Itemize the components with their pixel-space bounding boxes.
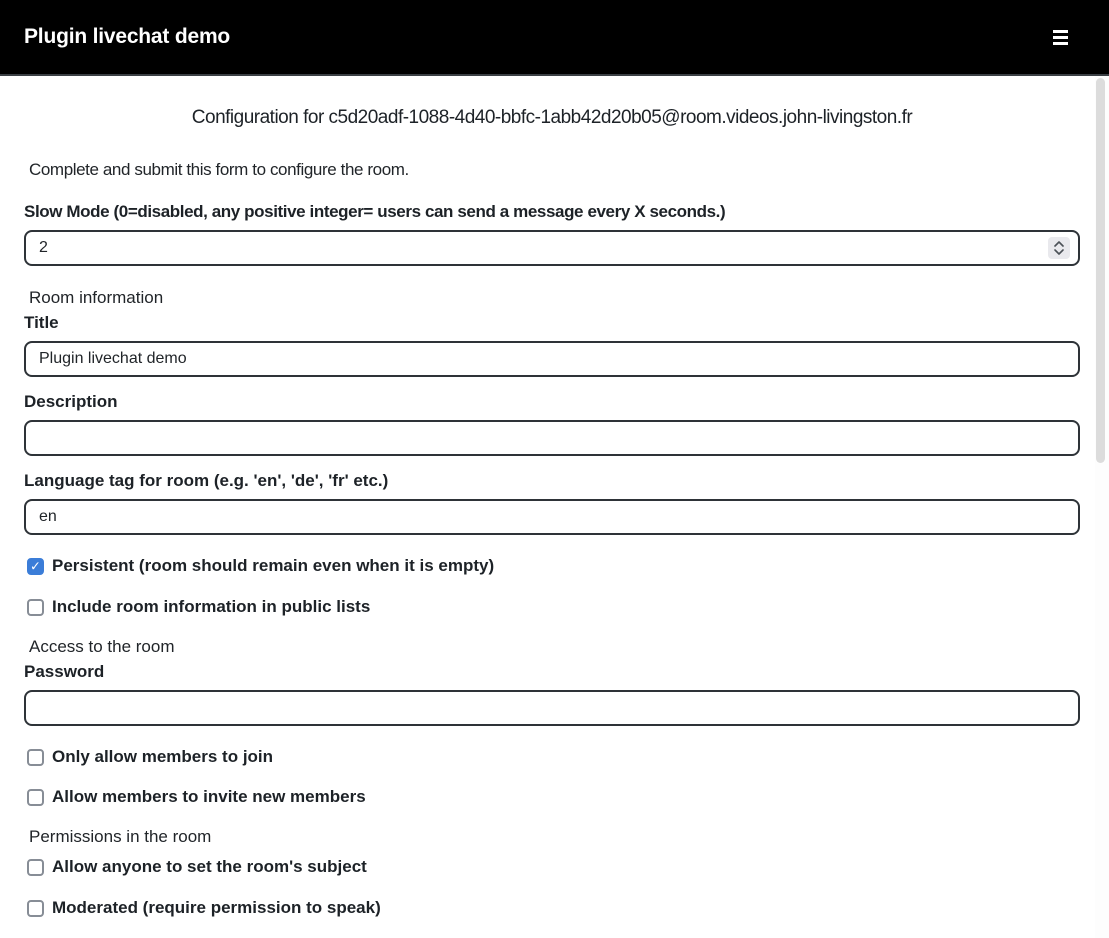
app-title: Plugin livechat demo — [24, 25, 231, 48]
slow-mode-input-wrap — [24, 230, 1080, 266]
description-label: Description — [24, 392, 118, 411]
number-stepper[interactable] — [1048, 237, 1070, 259]
checkbox-icon[interactable] — [27, 599, 44, 616]
scrollbar-track[interactable] — [1095, 76, 1109, 938]
section-access: Access to the room — [29, 637, 175, 656]
language-label: Language tag for room (e.g. 'en', 'de', 'fr' etc.) — [24, 471, 389, 490]
hamburger-bar — [1053, 30, 1068, 33]
section-permissions: Permissions in the room — [29, 827, 212, 846]
checkbox-icon[interactable] — [27, 789, 44, 806]
page-title: Configuration for c5d20adf-1088-4d40-bbfc-1abb42d20b05@room.videos.john-livingston.fr — [191, 107, 913, 128]
public-list-label: Include room information in public lists — [52, 597, 371, 616]
title-label: Title — [24, 313, 59, 332]
moderated-label: Moderated (require permission to speak) — [52, 898, 381, 917]
change-subject-label: Allow anyone to set the room's subject — [52, 857, 367, 876]
config-form — [0, 76, 1096, 938]
section-room-information: Room information — [29, 288, 164, 307]
members-only-label: Only allow members to join — [52, 747, 274, 766]
password-label: Password — [24, 662, 105, 681]
hamburger-menu-icon[interactable] — [1048, 25, 1072, 49]
checkbox-icon[interactable] — [27, 749, 44, 766]
hamburger-bar — [1053, 42, 1068, 45]
checkbox-row-change-subject[interactable] — [24, 858, 1080, 876]
form-instructions: Complete and submit this form to configure the room. — [29, 160, 409, 179]
checkbox-icon[interactable] — [27, 900, 44, 917]
allow-invites-label: Allow members to invite new members — [52, 787, 366, 806]
checkbox-row-moderated[interactable] — [24, 899, 1080, 917]
persistent-label: Persistent (room should remain even when it is empty) — [52, 556, 495, 575]
checkbox-row-persistent[interactable] — [24, 557, 1080, 575]
app-header — [0, 0, 1109, 76]
scrollbar-thumb[interactable] — [1096, 78, 1105, 463]
chevron-down-icon — [1054, 249, 1064, 255]
description-input[interactable] — [24, 420, 1080, 456]
checkbox-icon[interactable] — [27, 558, 44, 575]
hamburger-bar — [1053, 36, 1068, 39]
checkbox-row-allow-invites[interactable] — [24, 788, 1080, 806]
chevron-up-icon — [1054, 241, 1064, 247]
checkbox-icon[interactable] — [27, 859, 44, 876]
title-input[interactable] — [24, 341, 1080, 377]
slow-mode-input[interactable] — [24, 230, 1080, 266]
language-input[interactable] — [24, 499, 1080, 535]
password-input[interactable] — [24, 690, 1080, 726]
checkbox-row-public-list[interactable] — [24, 598, 1080, 616]
slow-mode-label: Slow Mode (0=disabled, any positive integer= users can send a message every X seconds.) — [24, 202, 726, 221]
checkbox-row-members-only[interactable] — [24, 748, 1080, 766]
